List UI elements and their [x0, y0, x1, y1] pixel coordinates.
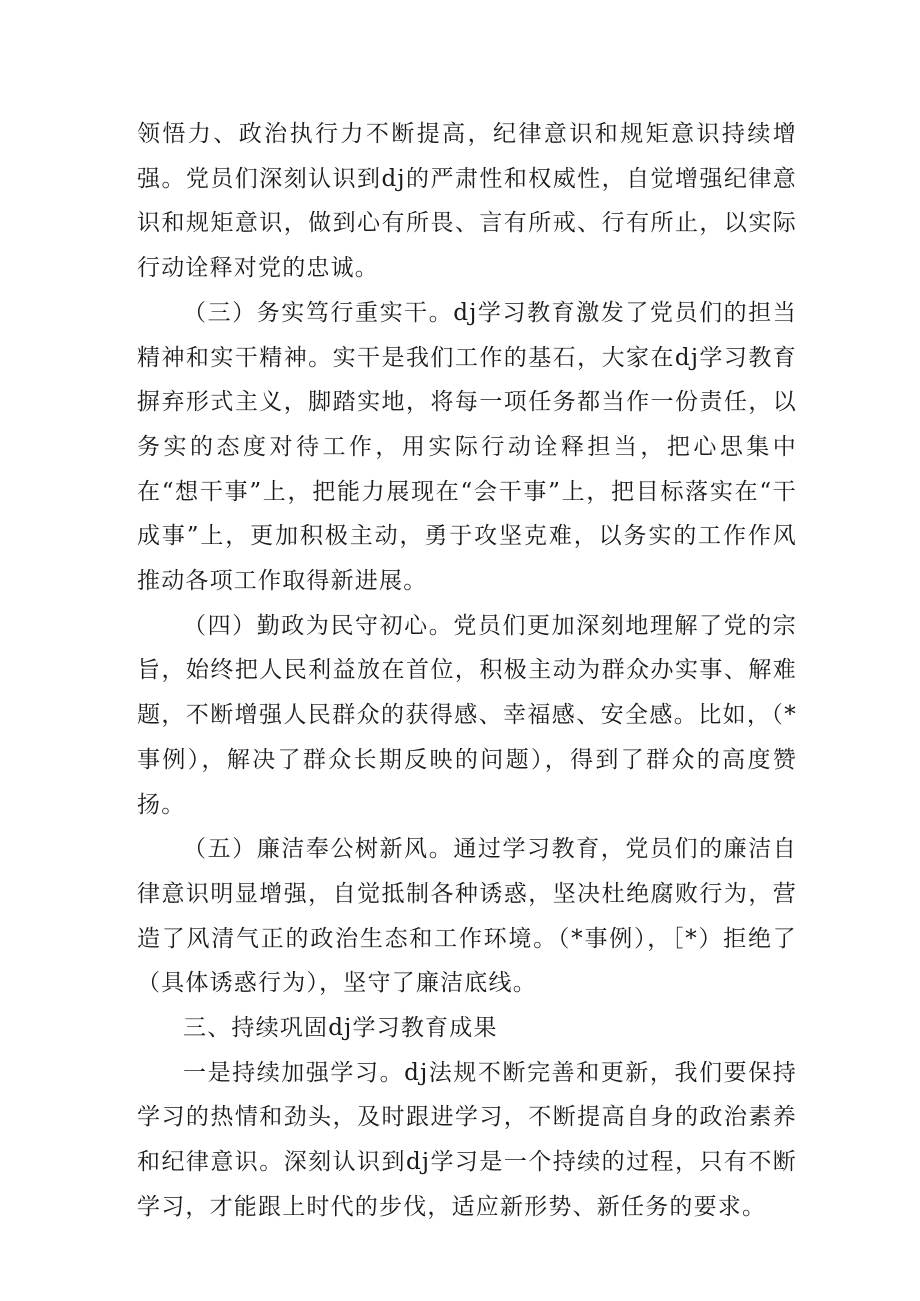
paragraph-first-point: 一是持续加强学习。dj法规不断完善和更新，我们要保持学习的热情和劲头，及时跟进学习，不断提高自身的政治素养和纪律意识。深刻认识到dj学习是一个持续的过程，只有不断学习，才能跟上时代的步伐，适应新形势、新任务的要求。 — [137, 1059, 797, 1220]
paragraph-section-five: （五）廉洁奉公树新风。通过学习教育，党员们的廉洁自律意识明显增强，自觉抵制各种诱惑，坚决杜绝腐败行为，营造了风清气正的政治生态和工作环境。（*事例），［*）拒绝了（具体诱惑行为），坚守了廉洁底线。 — [137, 836, 797, 997]
document-body — [137, 112, 797, 1230]
paragraph-section-three: （三）务实笃行重实干。dj学习教育激发了党员们的担当精神和实干精神。实干是我们工作的基石，大家在dj学习教育摒弃形式主义，脚踏实地，将每一项任务都当作一份责任，以务实的态度对待工作，用实际行动诠释担当，把心思集中在“想干事”上，把能力展现在“会干事”上，把目标落实在“干成事”上，更加积极主动，勇于攻坚克难，以务实的工作作风推动各项工作取得新进展。 — [137, 299, 797, 595]
section-heading: 三、持续巩固dj学习教育成果 — [183, 1015, 498, 1042]
paragraph-continuation: 领悟力、政治执行力不断提高，纪律意识和规矩意识持续增强。党员们深刻认识到dj的严肃性和权威性，自觉增强纪律意识和规矩意识，做到心有所畏、言有所戒、行有所止，以实际行动诠释对党的忠诚。 — [137, 121, 797, 282]
paragraph-section-four: （四）勤政为民守初心。党员们更加深刻地理解了党的宗旨，始终把人民利益放在首位，积极主动为群众办实事、解难题，不断增强人民群众的获得感、幸福感、安全感。比如，（*事例），解决了群众长期反映的问题），得到了群众的高度赞扬。 — [137, 612, 797, 818]
